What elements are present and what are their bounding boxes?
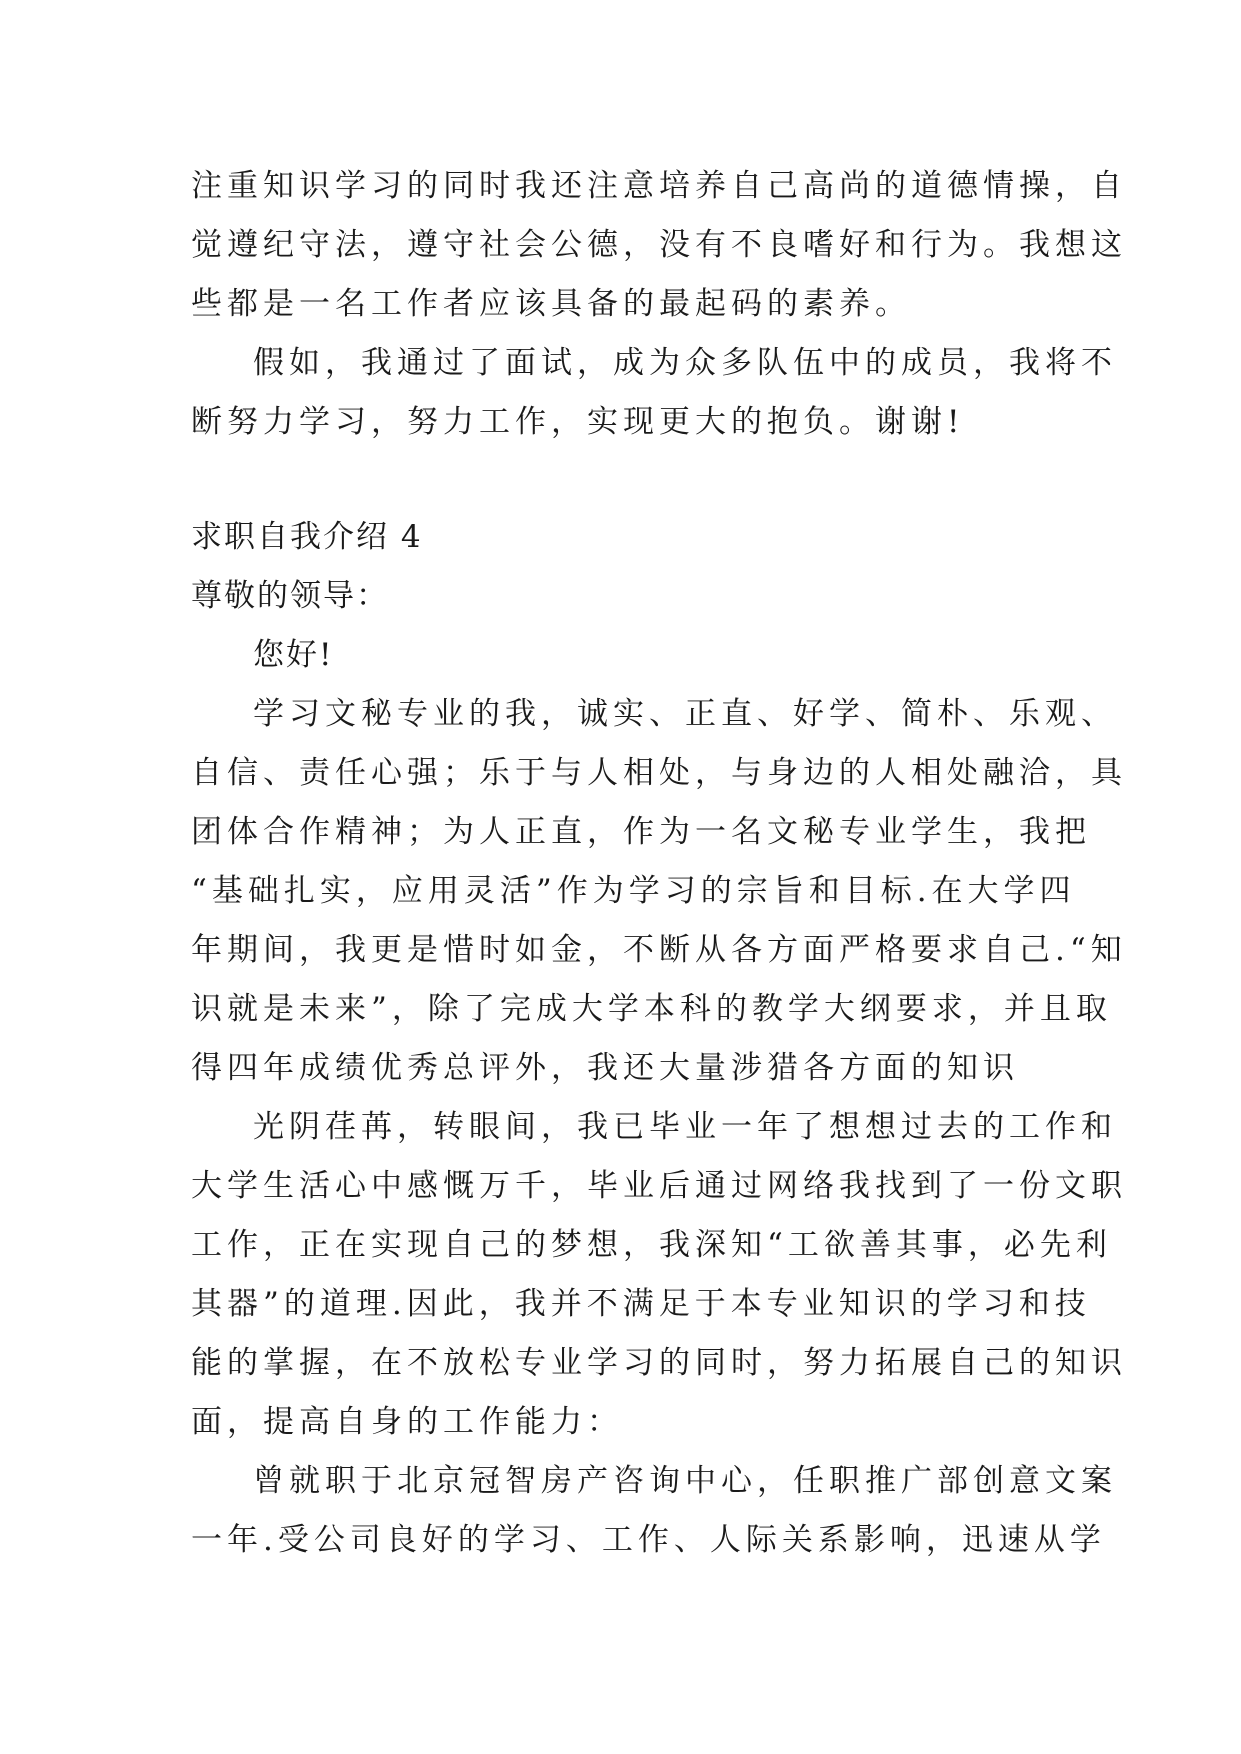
paragraph-line: 一年.受公司良好的学习、工作、人际关系影响，迅速从学 xyxy=(191,1522,1106,1558)
paragraph-line: 工作，正在实现自己的梦想，我深知“工欲善其事，必先利 xyxy=(191,1227,1112,1263)
paragraph-line: 光阴荏苒，转眼间，我已毕业一年了想想过去的工作和 xyxy=(253,1109,1117,1145)
paragraph-line: 曾就职于北京冠智房产咨询中心，任职推广部创意文案 xyxy=(253,1463,1117,1499)
paragraph-line: 识就是未来”，除了完成大学本科的教学大纲要求，并且取 xyxy=(191,991,1112,1027)
paragraph-line: “基础扎实，应用灵活”作为学习的宗旨和目标.在大学四 xyxy=(191,873,1076,909)
paragraph-line: 团体合作精神；为人正直，作为一名文秘专业学生，我把 xyxy=(191,814,1091,850)
paragraph-line: 大学生活心中感慨万千，毕业后通过网络我找到了一份文职 xyxy=(191,1168,1127,1204)
paragraph-line: 觉遵纪守法，遵守社会公德，没有不良嗜好和行为。我想这 xyxy=(191,227,1127,263)
paragraph-line: 假如，我通过了面试，成为众多队伍中的成员，我将不 xyxy=(253,345,1117,381)
paragraph-line: 年期间，我更是惜时如金，不断从各方面严格要求自己.“知 xyxy=(191,932,1127,968)
paragraph-line: 学习文秘专业的我，诚实、正直、好学、简朴、乐观、 xyxy=(253,696,1117,732)
salutation: 尊敬的领导： xyxy=(191,578,389,614)
paragraph-line: 其器”的道理.因此，我并不满足于本专业知识的学习和技 xyxy=(191,1286,1091,1322)
paragraph-line: 自信、责任心强；乐于与人相处，与身边的人相处融洽，具 xyxy=(191,755,1127,791)
section-title: 求职自我介绍 4 xyxy=(191,519,423,555)
paragraph-line: 能的掌握，在不放松专业学习的同时，努力拓展自己的知识 xyxy=(191,1345,1127,1381)
paragraph-line: 面，提高自身的工作能力： xyxy=(191,1404,623,1440)
paragraph-line: 得四年成绩优秀总评外，我还大量涉猎各方面的知识 xyxy=(191,1050,1019,1086)
greeting: 您好! xyxy=(253,637,334,673)
paragraph-line: 断努力学习，努力工作，实现更大的抱负。谢谢! xyxy=(191,404,965,440)
paragraph-line: 些都是一名工作者应该具备的最起码的素养。 xyxy=(191,286,911,322)
paragraph-line: 注重知识学习的同时我还注意培养自己高尚的道德情操，自 xyxy=(191,168,1127,204)
